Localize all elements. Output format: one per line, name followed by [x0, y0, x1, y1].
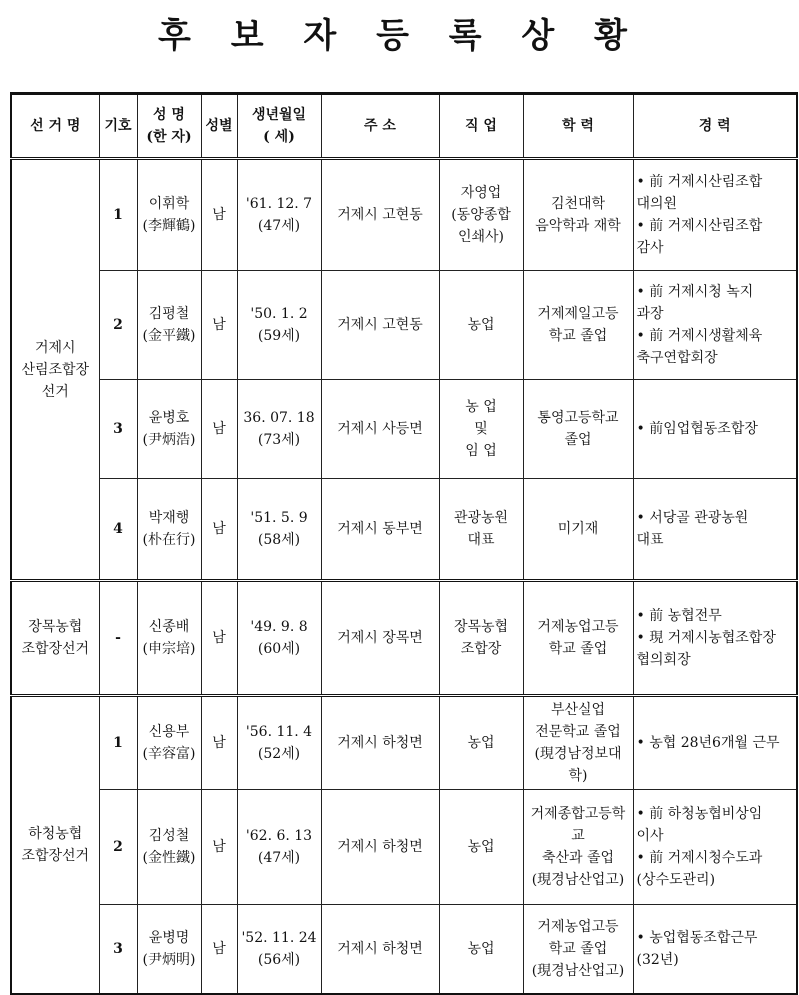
header-name: 성 명 (한 자): [137, 94, 201, 159]
candidate-birth-line: '49. 9. 8: [250, 619, 308, 635]
candidate-career: [633, 696, 797, 790]
candidate-number: [99, 380, 137, 479]
header-election: 선 거 명: [11, 94, 99, 159]
election-name-line: 하청농협: [28, 826, 83, 842]
candidate-gender-line: 남: [212, 207, 226, 223]
candidate-job-line: 자영업: [460, 185, 502, 201]
candidate-job: [439, 790, 523, 905]
candidate-name-line: (尹炳浩): [142, 432, 196, 448]
candidate-name-line: 윤병호: [148, 410, 190, 426]
header-address: 주 소: [321, 94, 439, 159]
candidate-job: [439, 905, 523, 995]
header-birth: 생년월일 ( 세): [237, 94, 321, 159]
candidate-birth-line: '51. 5. 9: [250, 510, 308, 526]
candidate-edu-line: 부산실업: [550, 702, 606, 718]
header-edu: 학 력: [523, 94, 633, 159]
candidate-name-line: (尹炳明): [142, 952, 196, 968]
candidate-career: [633, 479, 797, 581]
candidate-birth: [237, 479, 321, 581]
candidate-job: [439, 271, 523, 380]
candidate-address-line: 거제시 동부면: [337, 521, 423, 537]
candidate-career-line: 축구연합회장: [636, 350, 718, 366]
candidate-name-line: 이휘학: [148, 196, 190, 212]
candidate-number-line: 2: [113, 839, 123, 855]
candidate-gender: [201, 905, 237, 995]
candidate-number: [99, 581, 137, 696]
candidate-edu: [523, 271, 633, 380]
candidate-birth-line: '52. 11. 24: [241, 930, 317, 946]
candidate-gender: [201, 159, 237, 271]
candidate-job-line: 농 업: [465, 399, 497, 415]
header-row: [11, 94, 797, 159]
candidate-edu-line: 전문학교 졸업: [535, 724, 621, 740]
candidate-edu-line: 통영고등학교: [537, 410, 619, 426]
candidate-career: [633, 790, 797, 905]
candidate-career-line: 감사: [636, 240, 664, 256]
table-row: [11, 159, 797, 271]
candidate-birth-line: (60세): [257, 641, 301, 657]
candidate-career-line: • 現 거제시농협조합장: [636, 630, 776, 646]
candidate-career-line: • 前 하청농협비상임: [636, 806, 763, 822]
candidate-career: [633, 905, 797, 995]
candidate-birth-line: (58세): [257, 532, 301, 548]
candidate-edu-line: 학교 졸업: [548, 641, 608, 657]
candidate-job-line: 농업: [467, 941, 495, 957]
election-name-line: 장목농협: [28, 619, 83, 635]
candidate-birth: [237, 271, 321, 380]
candidate-birth-line: 36. 07. 18: [243, 410, 315, 426]
candidate-job-line: 임 업: [465, 443, 497, 459]
table-row: [11, 581, 797, 696]
candidate-name-line: (李輝鶴): [142, 218, 196, 234]
candidate-birth-line: (47세): [257, 218, 301, 234]
candidate-birth-line: (52세): [257, 746, 301, 762]
header-job: 직 업: [439, 94, 523, 159]
candidate-gender: [201, 696, 237, 790]
candidate-birth: [237, 790, 321, 905]
candidate-edu-line: 학교 졸업: [548, 941, 608, 957]
candidate-job-line: 및: [474, 421, 488, 437]
candidate-job-line: 농업: [467, 839, 495, 855]
candidate-name-line: (金平鐵): [142, 328, 196, 344]
candidate-job: [439, 479, 523, 581]
candidate-birth-line: '50. 1. 2: [250, 306, 308, 322]
candidate-name-line: 신용부: [148, 724, 190, 740]
election-name-line: 산림조합장: [21, 361, 90, 378]
candidate-career-line: (32년): [636, 952, 679, 968]
election-name: [11, 159, 99, 581]
candidate-edu: [523, 380, 633, 479]
candidate-birth-line: (56세): [257, 952, 301, 968]
election-name: [11, 696, 99, 995]
candidate-name: [137, 905, 201, 995]
candidate-career-line: • 前 거제시청수도과: [636, 850, 763, 866]
candidate-birth: [237, 696, 321, 790]
candidate-career-line: 협의회장: [636, 652, 691, 668]
candidate-number: [99, 905, 137, 995]
candidate-birth: [237, 380, 321, 479]
candidate-job-line: 농업: [467, 317, 495, 333]
candidate-gender-line: 남: [212, 317, 226, 333]
candidate-name-line: 신종배: [148, 619, 190, 635]
candidate-job-line: 대표: [467, 532, 495, 548]
candidate-career-line: • 농협 28년6개월 근무: [636, 735, 780, 751]
candidate-gender-line: 남: [212, 630, 226, 646]
candidate-edu-line: (現경남산업고): [531, 963, 625, 979]
candidate-job-line: (동양종합: [451, 207, 511, 223]
election-name-line: 조합장선거: [21, 641, 90, 657]
candidate-career-line: • 前 거제시산림조합: [636, 174, 763, 190]
candidate-job-line: 조합장: [460, 641, 502, 657]
candidate-career-line: 대의원: [636, 196, 678, 212]
candidate-name-line: (朴在行): [142, 532, 196, 548]
candidate-number-line: 4: [113, 521, 123, 537]
candidate-edu-line: 거제농업고등: [537, 619, 619, 635]
candidate-edu: [523, 905, 633, 995]
candidate-name: [137, 696, 201, 790]
candidate-job-line: 인쇄사): [457, 229, 505, 245]
candidate-address: [321, 905, 439, 995]
header-number: 기호: [99, 94, 137, 159]
candidate-edu: [523, 790, 633, 905]
candidate-job: [439, 159, 523, 271]
candidate-career-line: 과장: [636, 306, 664, 322]
candidate-career-line: • 前임업협동조합장: [636, 421, 758, 437]
candidate-number-line: 3: [113, 941, 123, 957]
candidate-career: [633, 581, 797, 696]
candidate-number: [99, 159, 137, 271]
candidate-number-line: 1: [113, 735, 123, 751]
candidate-birth-line: (59세): [257, 328, 301, 344]
candidate-gender: [201, 479, 237, 581]
candidate-edu-line: 학교 졸업: [548, 328, 608, 344]
election-name: [11, 581, 99, 696]
candidate-career-line: • 前 농협전무: [636, 608, 722, 624]
candidate-birth-line: '62. 6. 13: [245, 828, 313, 844]
candidate-gender-line: 남: [212, 421, 226, 437]
candidate-job: [439, 380, 523, 479]
candidate-edu: [523, 159, 633, 271]
candidate-address: [321, 159, 439, 271]
candidate-job: [439, 696, 523, 790]
candidate-address: [321, 380, 439, 479]
candidate-name-line: 김평철: [148, 306, 190, 322]
candidate-gender: [201, 790, 237, 905]
candidate-job-line: 농업: [467, 735, 495, 751]
candidate-birth: [237, 581, 321, 696]
candidate-gender-line: 남: [212, 941, 226, 957]
header-gender: 성별: [201, 94, 237, 159]
candidate-birth-line: (47세): [257, 850, 301, 866]
candidate-edu-line: 졸업: [564, 432, 592, 448]
candidate-career-line: • 前 거제시청 녹지: [636, 284, 754, 300]
candidate-number-line: 1: [113, 207, 123, 223]
candidate-gender-line: 남: [212, 521, 226, 537]
candidate-job-line: 관광농원: [453, 510, 509, 526]
candidate-number: [99, 479, 137, 581]
candidate-edu-line: (現경남산업고): [531, 872, 625, 888]
candidate-address: [321, 581, 439, 696]
candidate-edu: [523, 581, 633, 696]
candidate-birth: [237, 159, 321, 271]
candidate-career-line: 대표: [636, 532, 664, 548]
table-row: [11, 905, 797, 995]
candidate-career: [633, 380, 797, 479]
candidate-address-line: 거제시 사등면: [337, 421, 423, 437]
candidate-number-line: 3: [113, 421, 123, 437]
candidate-name-line: 박재행: [148, 510, 190, 526]
candidate-edu: [523, 479, 633, 581]
candidate-name-line: 윤병명: [148, 930, 190, 946]
candidate-birth-line: '61. 12. 7: [245, 196, 313, 212]
candidate-address: [321, 271, 439, 380]
candidate-birth: [237, 905, 321, 995]
candidate-birth-line: (73세): [257, 432, 301, 448]
candidate-edu-line: 거제제일고등: [537, 306, 619, 322]
candidate-job: [439, 581, 523, 696]
table-row: [11, 696, 797, 790]
candidate-edu: [523, 696, 633, 790]
candidate-name: [137, 380, 201, 479]
candidate-career-line: • 농업협동조합근무: [636, 930, 758, 946]
candidate-career-line: 이사: [636, 828, 664, 844]
candidate-number-line: 2: [113, 317, 123, 333]
election-name-line: 선거: [41, 383, 69, 400]
candidate-career: [633, 159, 797, 271]
candidate-address: [321, 696, 439, 790]
candidate-address-line: 거제시 하청면: [337, 941, 423, 957]
candidate-number-line: -: [115, 630, 121, 646]
candidate-birth-line: '56. 11. 4: [245, 724, 313, 740]
candidate-edu-line: 미기재: [557, 521, 599, 537]
candidate-name-line: 김성철: [148, 828, 190, 844]
candidate-career-line: (상수도관리): [636, 872, 716, 888]
table-row: [11, 380, 797, 479]
candidate-address-line: 거제시 고현동: [337, 317, 423, 333]
candidate-number: [99, 790, 137, 905]
candidate-gender: [201, 380, 237, 479]
candidate-name: [137, 271, 201, 380]
candidate-name: [137, 790, 201, 905]
candidate-address: [321, 790, 439, 905]
candidate-gender-line: 남: [212, 735, 226, 751]
candidate-gender-line: 남: [212, 839, 226, 855]
candidate-address-line: 거제시 하청면: [337, 839, 423, 855]
candidate-career-line: • 서당골 관광농원: [636, 510, 749, 526]
table-row: [11, 271, 797, 380]
table-row: [11, 479, 797, 581]
candidate-name: [137, 159, 201, 271]
candidate-gender: [201, 271, 237, 380]
candidate-address: [321, 479, 439, 581]
candidate-name: [137, 479, 201, 581]
candidate-edu-line: 거제농업고등: [537, 919, 619, 935]
election-name-line: 조합장선거: [21, 848, 90, 864]
candidate-job-line: 장목농협: [453, 619, 509, 635]
candidate-name-line: (辛容富): [142, 746, 196, 762]
candidate-edu-line: 김천대학: [550, 196, 606, 212]
candidate-address-line: 거제시 하청면: [337, 735, 423, 751]
candidate-edu-line: (現경남정보대학): [534, 746, 622, 784]
candidate-career-line: • 前 거제시생활체육: [636, 328, 763, 344]
candidate-number: [99, 271, 137, 380]
candidate-gender: [201, 581, 237, 696]
candidate-address-line: 거제시 고현동: [337, 207, 423, 223]
candidate-career: [633, 271, 797, 380]
candidate-career-line: • 前 거제시산림조합: [636, 218, 763, 234]
election-name-line: 거제시: [34, 339, 76, 356]
header-career: 경 력: [633, 94, 797, 159]
candidate-edu-line: 축산과 졸업: [541, 850, 615, 866]
candidate-edu-line: 음악학과 재학: [535, 218, 621, 234]
candidate-address-line: 거제시 장목면: [337, 630, 423, 646]
candidate-name-line: (金性鐵): [142, 850, 196, 866]
candidate-name-line: (申宗培): [142, 641, 196, 657]
candidate-name: [137, 581, 201, 696]
table-row: [11, 790, 797, 905]
candidate-number: [99, 696, 137, 790]
candidate-edu-line: 거제종합고등학교: [530, 806, 626, 844]
page-title: 후 보 자 등 록 상 황: [158, 16, 641, 56]
candidate-table: [10, 92, 798, 995]
